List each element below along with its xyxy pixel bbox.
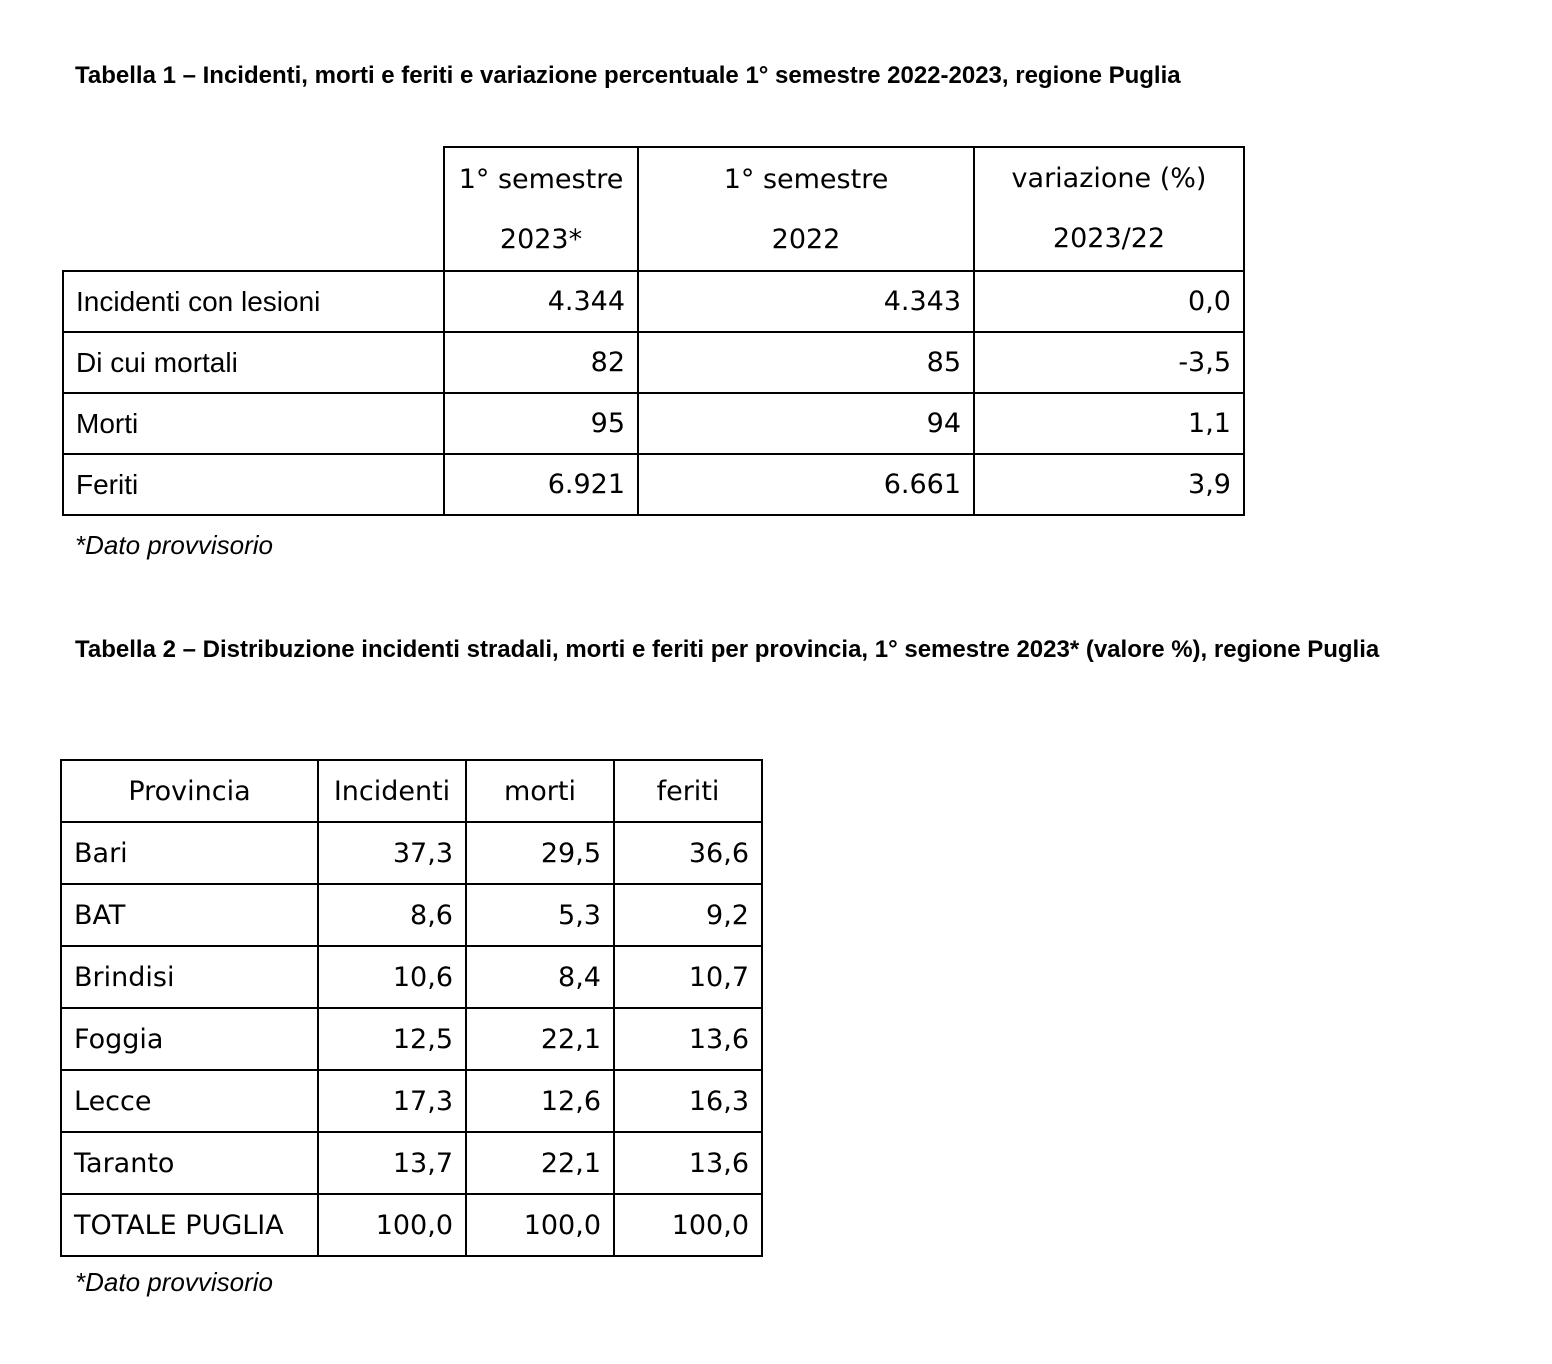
table-row (63, 271, 1244, 332)
cell-value: 4.344 (444, 271, 638, 332)
cell-value: 5,3 (466, 884, 614, 946)
table-row (63, 454, 1244, 515)
cell-value: -3,5 (974, 332, 1244, 393)
cell-value: 1,1 (974, 393, 1244, 454)
table-row (61, 946, 762, 1008)
header-line: variazione (%) (1011, 163, 1207, 194)
row-label: Taranto (61, 1132, 318, 1194)
row-label: TOTALE PUGLIA (61, 1194, 318, 1256)
table1 (62, 146, 1245, 516)
table2-header-cell: Provincia (61, 760, 318, 822)
cell-value: 8,6 (318, 884, 466, 946)
cell-value: 100,0 (466, 1194, 614, 1256)
cell-value: 10,7 (614, 946, 762, 1008)
table-row (61, 884, 762, 946)
cell-value: 8,4 (466, 946, 614, 1008)
cell-value: 36,6 (614, 822, 762, 884)
row-label: Di cui mortali (63, 332, 444, 393)
table2 (60, 759, 763, 1257)
cell-value: 95 (444, 393, 638, 454)
header-line: 1° semestre (458, 164, 624, 195)
table1-header-cell (974, 147, 1244, 271)
header-line: 2023* (499, 224, 583, 255)
table2-header-row (61, 760, 762, 822)
cell-value: 37,3 (318, 822, 466, 884)
row-label: Morti (63, 393, 444, 454)
row-label: BAT (61, 884, 318, 946)
row-label: Foggia (61, 1008, 318, 1070)
cell-value: 4.343 (638, 271, 974, 332)
cell-value: 13,7 (318, 1132, 466, 1194)
cell-value: 12,6 (466, 1070, 614, 1132)
cell-value: 6.661 (638, 454, 974, 515)
cell-value: 22,1 (466, 1008, 614, 1070)
cell-value: 0,0 (974, 271, 1244, 332)
table1-header-cell (638, 147, 974, 271)
cell-value: 17,3 (318, 1070, 466, 1132)
table1-caption: Tabella 1 – Incidenti, morti e feriti e variazione percentuale 1° semestre 2022-2023, regione Puglia (75, 62, 1181, 89)
cell-value: 9,2 (614, 884, 762, 946)
table1-header-row (63, 147, 1244, 271)
cell-value: 85 (638, 332, 974, 393)
row-label: Brindisi (61, 946, 318, 1008)
table2-header-cell: feriti (614, 760, 762, 822)
cell-value: 13,6 (614, 1008, 762, 1070)
header-line: 2023/22 (1052, 223, 1166, 254)
row-label: Lecce (61, 1070, 318, 1132)
table-total-row (61, 1194, 762, 1256)
table-row (63, 332, 1244, 393)
table1-corner-cell (63, 147, 444, 271)
row-label: Feriti (63, 454, 444, 515)
table1-footnote: *Dato provvisorio (75, 530, 273, 560)
table-row (61, 1008, 762, 1070)
cell-value: 3,9 (974, 454, 1244, 515)
cell-value: 100,0 (318, 1194, 466, 1256)
table2-header-cell: Incidenti (318, 760, 466, 822)
table1-header-cell (444, 147, 638, 271)
cell-value: 94 (638, 393, 974, 454)
row-label: Bari (61, 822, 318, 884)
cell-value: 6.921 (444, 454, 638, 515)
table-row (61, 822, 762, 884)
table-row (61, 1132, 762, 1194)
table2-footnote: *Dato provvisorio (75, 1267, 273, 1297)
cell-value: 10,6 (318, 946, 466, 1008)
table-row (61, 1070, 762, 1132)
cell-value: 100,0 (614, 1194, 762, 1256)
header-line: 1° semestre (723, 164, 889, 195)
cell-value: 22,1 (466, 1132, 614, 1194)
row-label: Incidenti con lesioni (63, 271, 444, 332)
cell-value: 82 (444, 332, 638, 393)
header-line: 2022 (771, 224, 841, 255)
table-row (63, 393, 1244, 454)
cell-value: 16,3 (614, 1070, 762, 1132)
cell-value: 12,5 (318, 1008, 466, 1070)
table2-caption: Tabella 2 – Distribuzione incidenti stradali, morti e feriti per provincia, 1° semestre 2023* (valore %), regione Puglia (75, 636, 1380, 663)
table2-header-cell: morti (466, 760, 614, 822)
cell-value: 29,5 (466, 822, 614, 884)
cell-value: 13,6 (614, 1132, 762, 1194)
